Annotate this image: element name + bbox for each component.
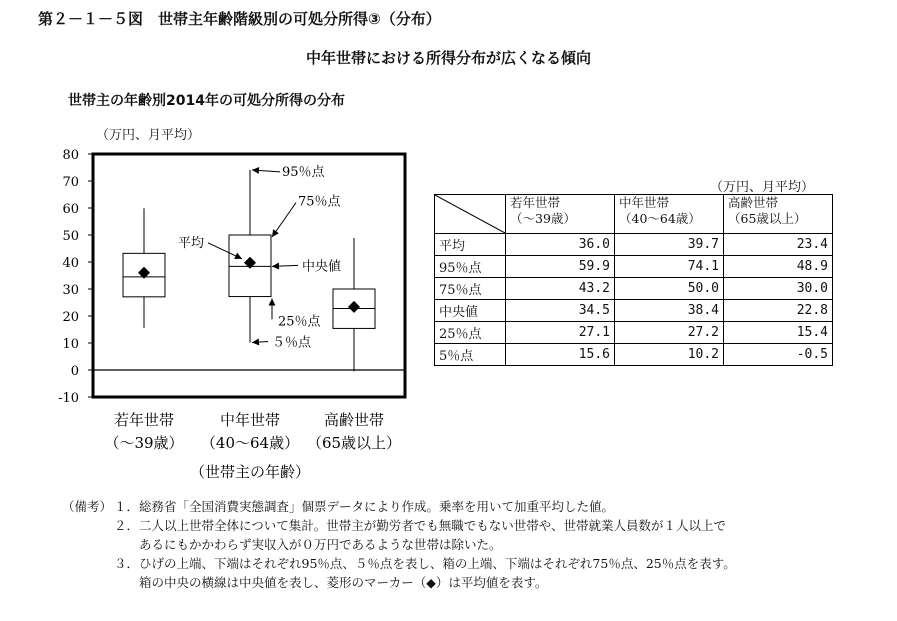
col-label: 若年世帯 xyxy=(510,195,561,210)
annotation-median: 中央値 xyxy=(302,259,342,275)
table-row xyxy=(435,322,833,344)
arrow-median-head xyxy=(272,263,279,270)
table-cell: 15.6 xyxy=(506,344,615,366)
table-unit-label: （万円、月平均） xyxy=(710,180,815,195)
chart-unit-label: （万円、月平均） xyxy=(96,128,201,143)
y-tick-label: 20 xyxy=(62,310,79,325)
table-cell: -0.5 xyxy=(724,344,833,366)
table-col-elderly xyxy=(724,195,833,234)
y-tick-label: 30 xyxy=(62,283,79,298)
note-line: 箱の中央の横線は中央値を表し、菱形のマーカー（◆）は平均値を表す。 xyxy=(114,575,548,590)
note-line: あるにもかかわらず実収入が０万円であるような世帯は除いた。 xyxy=(114,537,502,552)
table-row xyxy=(435,256,833,278)
row-label: 中央値 xyxy=(435,300,506,322)
y-tick-label: 80 xyxy=(62,148,79,163)
arrow-p95-head xyxy=(252,167,259,174)
table-cell: 23.4 xyxy=(724,234,833,256)
note-line: １．総務省「全国消費実態調査」個票データにより作成。乗率を用いて加重平均した値。 xyxy=(114,499,615,514)
table-cell: 22.8 xyxy=(724,300,833,322)
arrow-p25-head xyxy=(269,299,276,306)
table-row xyxy=(435,234,833,256)
col-sublabel: （40～64歳） xyxy=(619,211,701,226)
y-tick-label: 70 xyxy=(62,175,79,190)
table-header-row xyxy=(435,195,833,234)
notes-label: （備考） xyxy=(62,499,113,514)
y-tick-label: 50 xyxy=(62,229,79,244)
table-row xyxy=(435,300,833,322)
annotation-p25: 25％点 xyxy=(278,314,321,330)
table-cell: 50.0 xyxy=(615,278,724,300)
annotation-mean: 平均 xyxy=(178,235,205,251)
table-cell: 30.0 xyxy=(724,278,833,300)
table-cell: 48.9 xyxy=(724,256,833,278)
table-col-young xyxy=(506,195,615,234)
col-label: 中年世帯 xyxy=(619,195,670,210)
table-col-middle xyxy=(615,195,724,234)
figure-title: 第２－１－５図 世帯主年齢階級別の可処分所得③（分布） xyxy=(38,10,441,28)
chart-title: 世帯主の年齢別2014年の可処分所得の分布 xyxy=(68,93,345,109)
table-cell: 38.4 xyxy=(615,300,724,322)
table-cell: 39.7 xyxy=(615,234,724,256)
table-cell: 27.1 xyxy=(506,322,615,344)
row-label: 95％点 xyxy=(435,256,506,278)
annotation-p95: 95％点 xyxy=(282,164,325,180)
annotation-p5: ５％点 xyxy=(272,335,312,351)
table-cell: 43.2 xyxy=(506,278,615,300)
notes xyxy=(62,497,736,592)
diagonal-line-icon xyxy=(435,195,505,233)
table-cell: 74.1 xyxy=(615,256,724,278)
annotation-p75: 75％点 xyxy=(298,194,341,210)
y-tick-label: 10 xyxy=(62,337,79,352)
note-line: ２．二人以上世帯全体について集計。世帯主が勤労者でも無職でもない世帯や、世帯就業人員数が１人以上で xyxy=(114,518,727,533)
row-label: 75％点 xyxy=(435,278,506,300)
table-cell: 10.2 xyxy=(615,344,724,366)
table-cell: 36.0 xyxy=(506,234,615,256)
x-axis-title: （世帯主の年齢） xyxy=(189,463,311,481)
arrow-p75-head xyxy=(272,229,279,237)
category-sublabel: （40～64歳） xyxy=(200,434,300,452)
table-cell: 34.5 xyxy=(506,300,615,322)
category-sublabel: （65歳以上） xyxy=(306,434,402,452)
category-label: 中年世帯 xyxy=(219,411,281,429)
table-cell: 27.2 xyxy=(615,322,724,344)
arrow-p5-head xyxy=(252,339,259,346)
col-sublabel: （65歳以上） xyxy=(728,211,807,226)
row-label: 25％点 xyxy=(435,322,506,344)
col-sublabel: （～39歳） xyxy=(510,211,576,226)
table-cell: 15.4 xyxy=(724,322,833,344)
data-table xyxy=(434,194,833,366)
y-tick-label: 40 xyxy=(62,256,79,271)
category-label: 高齢世帯 xyxy=(323,411,385,429)
note-line: ３．ひげの上端、下端はそれぞれ95％点、５％点を表し、箱の上端、下端はそれぞれ75％点、25％点を表す。 xyxy=(114,556,736,571)
row-label: 平均 xyxy=(435,234,506,256)
y-tick-label: 0 xyxy=(70,364,79,379)
subtitle: 中年世帯における所得分布が広くなる傾向 xyxy=(305,49,591,67)
col-label: 高齢世帯 xyxy=(728,195,779,210)
category-sublabel: （～39歳） xyxy=(104,434,184,452)
y-tick-label: 60 xyxy=(62,202,79,217)
table-cell: 59.9 xyxy=(506,256,615,278)
y-tick-label: -10 xyxy=(58,391,79,406)
table-row xyxy=(435,278,833,300)
table-row xyxy=(435,344,833,366)
row-label: 5％点 xyxy=(435,344,506,366)
category-label: 若年世帯 xyxy=(113,411,175,429)
table-corner-cell xyxy=(435,195,506,234)
